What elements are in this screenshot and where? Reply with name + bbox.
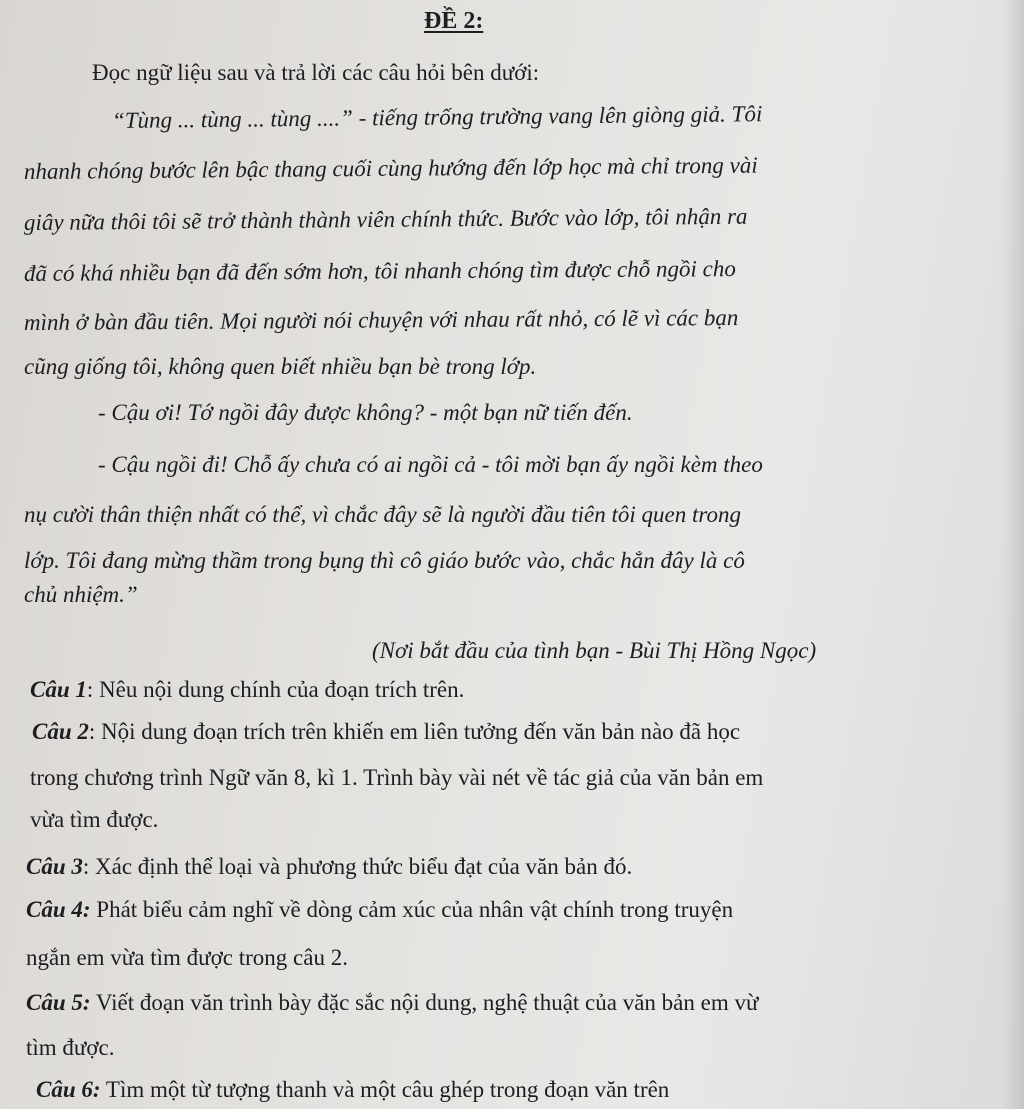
- passage-line: “Tùng ... tùng ... tùng ....” - tiếng trống trường vang lên giòng giả. Tôi: [111, 101, 763, 133]
- question-text: Xác định thể loại và phương thức biểu đạt của văn bản đó.: [95, 854, 633, 879]
- passage-line: cũng giống tôi, không quen biết nhiều bạn bè trong lớp.: [24, 354, 537, 379]
- question-text: Phát biểu cảm nghĩ về dòng cảm xúc của nhân vật chính trong truyện: [96, 897, 734, 922]
- question-6: [36, 1075, 669, 1105]
- passage-line: giây nữa thôi tôi sẽ trở thành thành viên chính thức. Bước vào lớp, tôi nhận ra: [23, 203, 748, 235]
- question-text: Nội dung đoạn trích trên khiến em liên tưởng đến văn bản nào đã học: [101, 719, 741, 744]
- question-2: Câu 2: Nội dung đoạn trích trên khiến em liên tưởng đến văn bản nào đã học: [32, 719, 741, 744]
- passage-line: lớp. Tôi đang mừng thầm trong bụng thì cô giáo bước vào, chắc hẳn đây là cô: [24, 548, 745, 573]
- dialogue-line: - Cậu ơi! Tớ ngồi đây được không? - một bạn nữ tiến đến.: [98, 400, 633, 425]
- instruction-text: Đọc ngữ liệu sau và trả lời các câu hỏi bên dưới:: [92, 60, 540, 85]
- passage-line: nhanh chóng bước lên bậc thang cuối cùng hướng đến lớp học mà chỉ trong vài: [23, 152, 758, 184]
- passage-line: mình ở bàn đầu tiên. Mọi người nói chuyện với nhau rất nhỏ, có lẽ vì các bạn: [23, 305, 739, 335]
- question-label: Câu 2: [32, 719, 89, 744]
- question-label: Câu 5:: [26, 990, 91, 1015]
- question-2-cont: vừa tìm được.: [30, 807, 159, 832]
- exam-title: ĐỀ 2:: [424, 8, 484, 34]
- question-4-cont: ngắn em vừa tìm được trong câu 2.: [26, 945, 348, 970]
- question-label: Câu 4:: [26, 897, 91, 922]
- question-label: Câu 1: [30, 677, 87, 702]
- question-text: Viết đoạn văn trình bày đặc sắc nội dung, nghệ thuật của văn bản em vừ: [95, 990, 759, 1015]
- dialogue-line: - Cậu ngồi đi! Chỗ ấy chưa có ai ngồi cả - tôi mời bạn ấy ngồi kèm theo: [98, 452, 763, 477]
- question-3: Câu 3: Xác định thể loại và phương thức biểu đạt của văn bản đó.: [26, 854, 633, 879]
- question-1: Câu 1: Nêu nội dung chính của đoạn trích trên.: [30, 677, 465, 702]
- question-5-cont: tìm được.: [26, 1035, 115, 1060]
- passage-line: đã có khá nhiều bạn đã đến sớm hơn, tôi nhanh chóng tìm được chỗ ngồi cho: [23, 256, 736, 286]
- question-2-cont: trong chương trình Ngữ văn 8, kì 1. Trình bày vài nét về tác giả của văn bản em: [30, 765, 764, 790]
- question-text: Nêu nội dung chính của đoạn trích trên.: [99, 677, 465, 702]
- source-citation: (Nơi bắt đầu của tình bạn - Bùi Thị Hồng Ngọc): [372, 638, 817, 663]
- question-4: [26, 895, 733, 925]
- question-label: Câu 3: [26, 854, 83, 879]
- question-5: [26, 988, 758, 1018]
- question-text: Tìm một từ tượng thanh và một câu ghép trong đoạn văn trên: [105, 1077, 670, 1102]
- passage-line: nụ cười thân thiện nhất có thể, vì chắc đây sẽ là người đầu tiên tôi quen trong: [24, 502, 741, 527]
- page-shadow: [1002, 0, 1024, 1109]
- passage-line: chủ nhiệm.”: [24, 582, 138, 607]
- question-label: Câu 6:: [36, 1077, 101, 1102]
